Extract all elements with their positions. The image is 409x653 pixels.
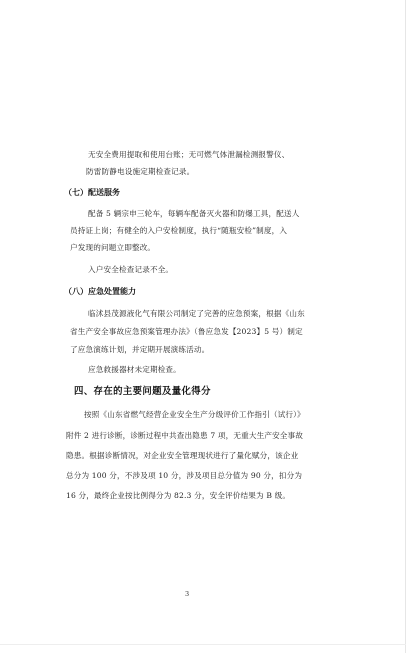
paragraph-line: 应急救援器材未定期检查。 <box>88 365 181 374</box>
section-heading: 四、存在的主要问题及量化得分 <box>74 386 211 397</box>
paragraph-line: 省生产安全事故应急预案管理办法》（鲁应急发【2023】5 号）制定 <box>70 327 303 336</box>
paragraph-line: 了应急演练计划，并定期开展演练活动。 <box>70 345 210 354</box>
page-edge <box>405 0 406 653</box>
subsection-heading: （七）配送服务 <box>64 187 120 197</box>
paragraph-line: 临沭县茂源液化气有限公司制定了完善的应急预案，根据《山东 <box>88 309 305 318</box>
paragraph-line: 无安全费用提取和使用台账；无可燃气体泄漏检测报警仪、 <box>88 150 290 159</box>
paragraph-line: 配备 5 辆宗申三轮车，每辆车配备灭火器和防爆工具，配送人 <box>88 209 300 218</box>
paragraph-line: 总分为 100 分，不涉及项 10 分，涉及项目总分值为 90 分，扣分为 <box>66 471 303 480</box>
paragraph-line: 隐患。根据诊断情况，对企业安全管理现状进行了量化赋分，该企业 <box>66 451 299 460</box>
paragraph-line: 防雷防静电设施定期检查记录。 <box>86 167 195 176</box>
paragraph-line: 按照《山东省燃气经营企业安全生产分级评价工作指引（试行）》 <box>84 410 305 419</box>
paragraph-line: 户发现的问题立即整改。 <box>70 243 156 252</box>
subsection-heading: （八）应急处置能力 <box>64 286 136 296</box>
page-edge <box>0 644 406 645</box>
page-number: 3 <box>185 590 190 598</box>
paragraph-line: 入户安全检查记录不全。 <box>88 265 174 274</box>
paragraph-line: 16 分，最终企业按比例得分为 82.3 分，安全评价结果为 B 级。 <box>66 491 291 500</box>
paragraph-line: 员持证上岗；有健全的入户安检制度，执行“随瓶安检”制度，入 <box>70 226 288 235</box>
paragraph-line: 附件 2 进行诊断，诊断过程中共查出隐患 7 项，无重大生产安全事故 <box>66 431 304 440</box>
